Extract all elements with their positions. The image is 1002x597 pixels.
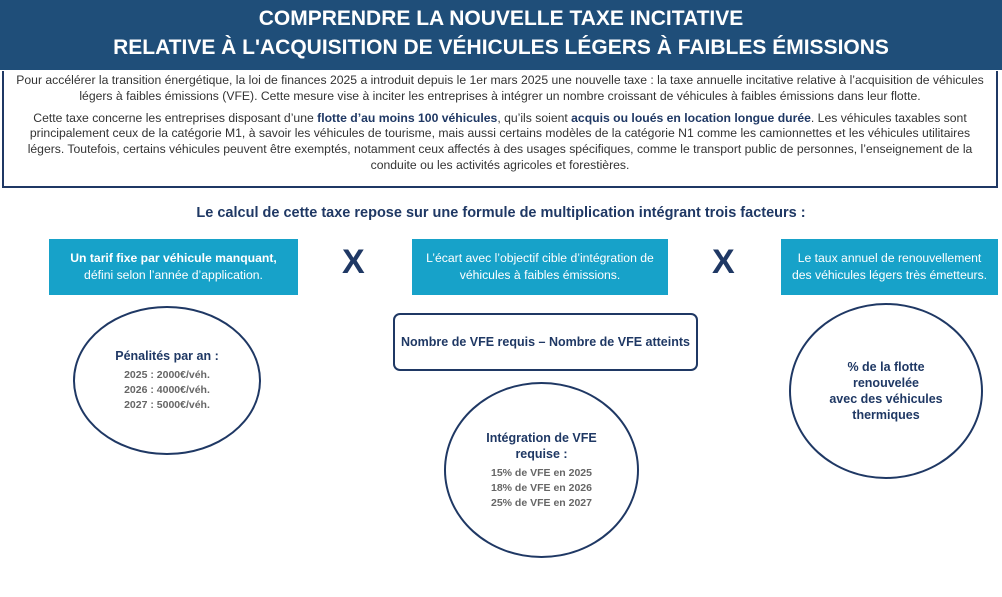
renewal-line2: renouvelée [852, 376, 919, 390]
penalties-title: Pénalités par an : [115, 349, 219, 363]
intro-paragraph-2 [12, 111, 988, 174]
header-banner [0, 0, 1002, 70]
renewal-line1: % de la flotte [847, 360, 925, 374]
penalty-2027: 2027 : 5000€/véh. [124, 399, 210, 411]
penalties-circle [73, 306, 261, 455]
factor-1-bold: Un tarif fixe par véhicule manquant, [70, 251, 277, 265]
formula-box: Nombre de VFE requis – Nombre de VFE atteints [393, 313, 698, 371]
factor-1-text: défini selon l’année d’application. [84, 268, 263, 282]
integration-2027: 25% de VFE en 2027 [491, 496, 592, 509]
formula-subtitle: Le calcul de cette taxe repose sur une formule de multiplication intégrant trois facteurs : [196, 205, 806, 221]
renewal-line4: thermiques [852, 408, 920, 422]
intro-panel [2, 71, 998, 188]
renewal-line3: avec des véhicules [829, 392, 943, 406]
intro-p2-part-c: , qu’ils soient [497, 110, 572, 125]
factor-box-renewal-rate [781, 239, 998, 295]
intro-p2-part-e: . Les véhicules taxables sont principalement ceux de la catégorie M1, à savoir les véhicules de tourisme, mais aussi certains modèles de la catégorie N1 comme les camionnettes et les véhicules utilitaires légers. Toutefois, certains véhicules peuvent être exemptés, notamment ceux affectés à des usages spécifiques, comme le transport public de personnes, l’enseignement de la conduite ou les activités agricoles et forestières. [27, 110, 973, 172]
factor-box-fixed-rate [49, 239, 298, 295]
header-title-line1: COMPRENDRE LA NOUVELLE TAXE INCITATIVE [258, 7, 744, 30]
integration-2026: 18% de VFE en 2026 [491, 481, 592, 494]
penalty-2026: 2026 : 4000€/véh. [124, 384, 210, 396]
integration-title-line1: Intégration de VFE [486, 430, 597, 445]
multiply-sign-1: X [342, 243, 365, 281]
integration-2025: 15% de VFE en 2025 [491, 466, 592, 479]
intro-p2-acquisition-mode: acquis ou loués en location longue durée [571, 110, 811, 125]
intro-p2-part-a: Cette taxe concerne les entreprises disposant d’une [33, 110, 318, 125]
integration-circle [444, 382, 639, 558]
factor-2-line2: véhicules à faibles émissions. [459, 268, 621, 282]
factor-3-line2: des véhicules légers très émetteurs. [791, 268, 988, 282]
intro-paragraph-1: Pour accélérer la transition énergétique, la loi de finances 2025 a introduit depuis le 1er mars 2025 une nouvelle taxe : la taxe annuelle incitative relative à l’acquisition de véhicules légers à faibles émissions (VFE). Cette mesure vise à inciter les entreprises à intégrer un nombre croissant de véhicules à faibles émissions dans leur flotte. [16, 73, 984, 103]
factor-3-line1: Le taux annuel de renouvellement [797, 251, 982, 265]
renewal-circle [789, 303, 983, 479]
multiply-sign-2: X [712, 243, 735, 281]
intro-p2-fleet-size: flotte d’au moins 100 véhicules [317, 110, 498, 125]
penalty-2025: 2025 : 2000€/véh. [124, 369, 210, 381]
factor-2-line1: L’écart avec l’objectif cible d’intégration de [426, 251, 654, 265]
integration-title-line2: requise : [515, 446, 568, 461]
header-title-line2: RELATIVE À L'ACQUISITION DE VÉHICULES LÉGERS À FAIBLES ÉMISSIONS [113, 36, 889, 59]
factor-box-target-gap [412, 239, 668, 295]
